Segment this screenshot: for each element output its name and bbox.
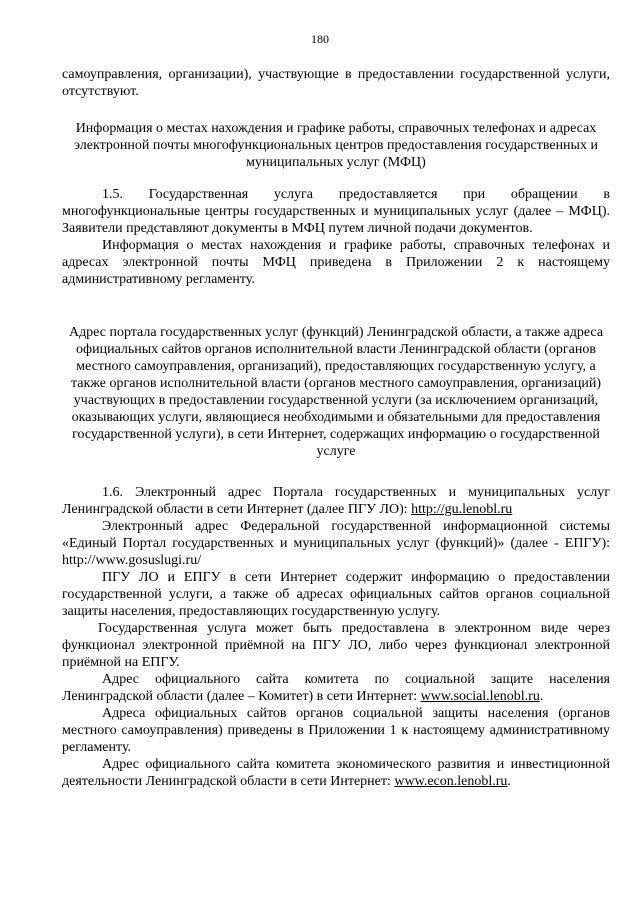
paragraph-econ-site <box>62 756 610 790</box>
pgu-lo-link[interactable]: http://gu.lenobl.ru <box>411 502 513 517</box>
page-number: 180 <box>311 32 329 46</box>
committee-site-text: Адрес официального сайта комитета по социальной защите населения Ленинградской области (далее – Комитет) в сети Интернет: <box>62 672 610 704</box>
paragraph-1-6 <box>62 484 610 518</box>
heading-portal-text: Адрес портала государственных услуг (функций) Ленинградской области, а также адреса официальных сайтов органов исполнительной власти Ленинградской области (органов местного самоуправления, организаций), предоставляющих государственную услугу, а также органов исполнительной власти (органов местного самоуправления, организаций) участвующих в предоставлении государственной услуги (за исключением организаций, оказывающих услуги, являющиеся необходимыми и обязательными для предоставления государственной услуги), в сети Интернет, содержащих информацию о государственной услуге <box>68 325 604 459</box>
paragraph-1-6-text: 1.6. Электронный адрес Портала государственных и муниципальных услуг Ленинградской области в сети Интернет (далее ПГУ ЛО): <box>62 485 610 517</box>
econ-site-end: . <box>507 774 511 789</box>
paragraph-committee-site <box>62 671 610 705</box>
heading-portal-addresses <box>62 324 610 460</box>
econ-lenobl-link[interactable]: www.econ.lenobl.ru <box>394 774 508 789</box>
paragraph-continuation <box>62 66 610 100</box>
paragraph-1-5-info: Информация о местах нахождения и графике работы, справочных телефонах и адресах электронной почты МФЦ приведена в Приложении 2 к настоящему административному регламенту. <box>62 238 610 287</box>
econ-site-text: Адрес официального сайта комитета экономического развития и инвестиционной деятельности Ленинградской области в сети Интернет: <box>62 757 610 789</box>
committee-site-end: . <box>539 689 544 704</box>
section-1-6 <box>62 484 610 790</box>
paragraph-1-5: 1.5. Государственная услуга предоставляется при обращении в многофункциональные центры государственных и муниципальных услуг (далее – МФЦ). Заявители представляют документы в МФЦ путем личной подачи документов. <box>62 187 610 236</box>
para-continuation-text: самоуправления, организации), участвующие в предоставлении государственной услуги, отсутствуют. <box>62 67 610 99</box>
paragraph-pgu-info: ПГУ ЛО и ЕПГУ в сети Интернет содержит информацию о предоставлении государственной услуги, а также об адресах официальных сайтов органов социальной защиты населения, предоставляющих государственную услугу. <box>62 570 610 619</box>
heading-mfc-text: Информация о местах нахождения и графике работы, справочных телефонах и адресах электронной почты многофункциональных центров предоставления государственных и муниципальных услуг (МФЦ) <box>74 121 598 170</box>
paragraph-epgu: Электронный адрес Федеральной государственной информационной системы «Единый Портал государственных и муниципальных услуг (функций)» (далее - ЕПГУ): http://www.gosuslugi.ru/ <box>62 519 610 568</box>
section-1-5 <box>62 186 610 288</box>
paragraph-electronic-service: Государственная услуга может быть предоставлена в электронном виде через функционал электронной приёмной на ПГУ ЛО, либо через функционал электронной приёмной на ЕПГУ. <box>62 621 610 670</box>
social-lenobl-link[interactable]: www.social.lenobl.ru <box>420 689 540 704</box>
heading-mfc-info <box>72 120 600 171</box>
paragraph-social-addresses: Адреса официальных сайтов органов социальной защиты населения (органов местного самоуправления) приведены в Приложении 1 к настоящему административному регламенту. <box>62 706 610 755</box>
